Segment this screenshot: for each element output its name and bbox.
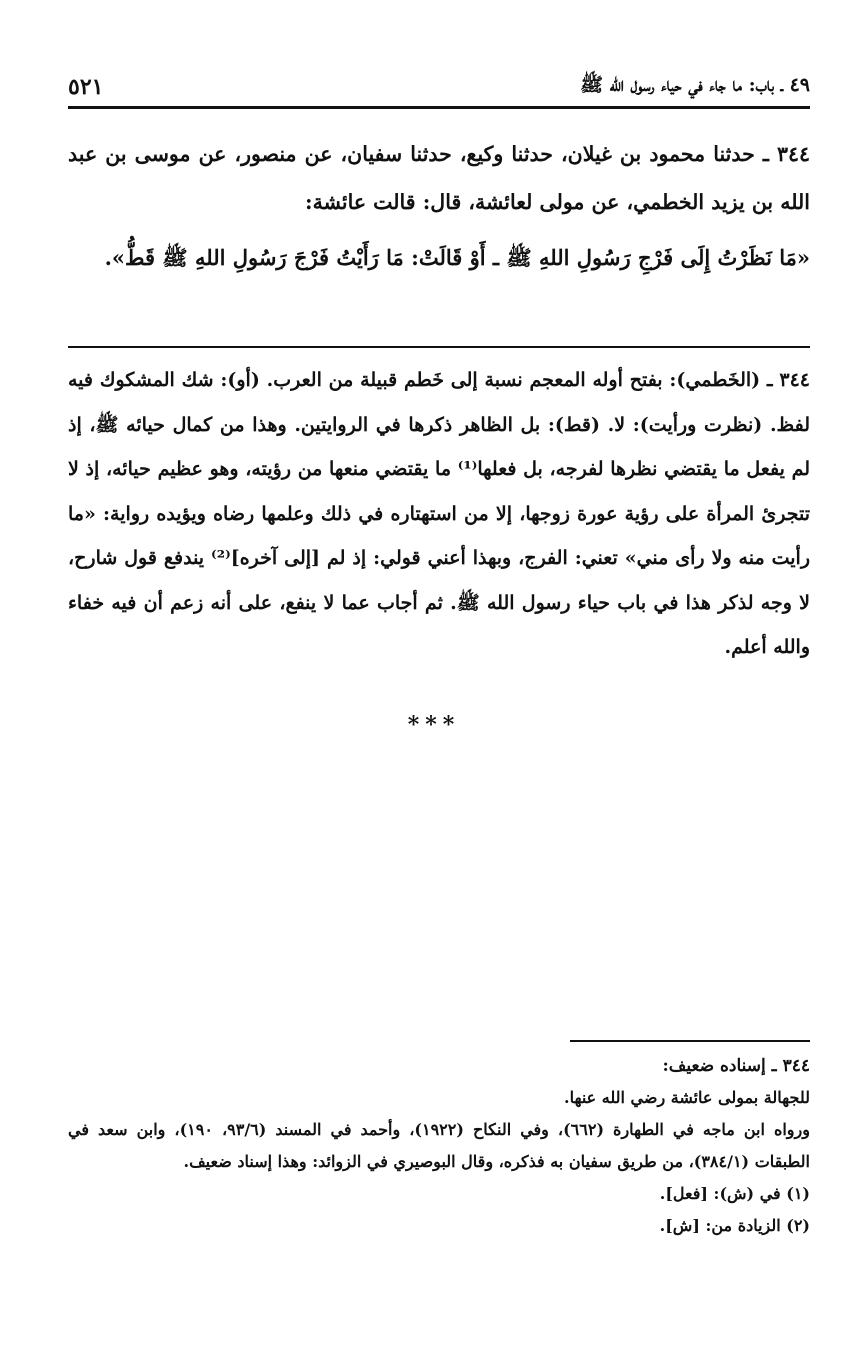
hadith-matn: «مَا نَظَرْتُ إِلَى فَرْجِ رَسُولِ اللهِ ﷺ ـ أَوْ قَالَتْ: مَا رَأَيْتُ فَرْجَ رَسُولِ اللهِ ﷺ قَطُّ». [104,245,810,270]
section-separator: *** [407,712,461,738]
footnotes [68,1050,810,1242]
footnote-title: ٣٤٤ ـ إسناده ضعيف: [662,1056,810,1076]
footnote-line: للجهالة بمولى عائشة رضي الله عنها. [564,1088,810,1107]
footnote-note: (٢) الزيادة من: [ش]. [659,1216,810,1235]
chapter-title: ٤٩ ـ باب: ما جاء في حياء رسول الله ﷺ [580,74,810,96]
commentary-rule [68,346,810,348]
footnote-note: (١) في (ش): [فعل]. [659,1184,810,1203]
page-number: ٥٢١ [68,74,104,100]
page-header [68,70,810,104]
hadith-number: ٣٤٤ ـ [762,142,810,166]
footnote-rule [570,1040,810,1042]
footnote-line: ورواه ابن ماجه في الطهارة (٦٦٢)، وفي النكاح (١٩٢٢)، وأحمد في المسند (٩٣/٦، ١٩٠)، وابن سعد في الطبقات (٣٨٤/١)، من طريق سفيان به فذكره، وقال البوصيري في الزوائد: وهذا إسناد ضعيف. [68,1120,810,1171]
commentary-text: ٣٤٤ ـ (الخَطمي): بفتح أوله المعجم نسبة إلى خَطم قبيلة من العرب. (أو): شك المشكوك فيه لفظ. (نظرت ورأيت): لا. (قط): بل الظاهر ذكرها في الروايتين. وهذا من كمال حيائه ﷺ، إذ لم يفعل ما يقتضي نظرها لفرجه، بل فعلها⁽¹⁾ ما يقتضي منعها من رؤيته، وهو عظيم حيائه، إذ لا تتجرئ المرأة على رؤية عورة زوجها، إلا من استهتاره في ذلك وعلمها رضاه ويؤيده رواية: «ما رأيت منه ولا رأى مني» تعني: الفرج، وبهذا أعني قولي: إذ لم [إلى آخره]⁽²⁾ يندفع قول شارح، لا وجه لذكر هذا في باب حياء رسول الله ﷺ. ثم أجاب عما لا ينفع، على أنه زعم أن فيه خفاء والله أعلم. [68,369,811,658]
hadith-isnad: حدثنا محمود بن غيلان، حدثنا وكيع، حدثنا سفيان، عن منصور، عن موسى بن عبد الله بن يزيد الخطمي، عن مولى لعائشة، قال: قالت عائشة: [68,142,810,214]
header-rule [68,106,810,109]
hadith-text [68,130,810,286]
